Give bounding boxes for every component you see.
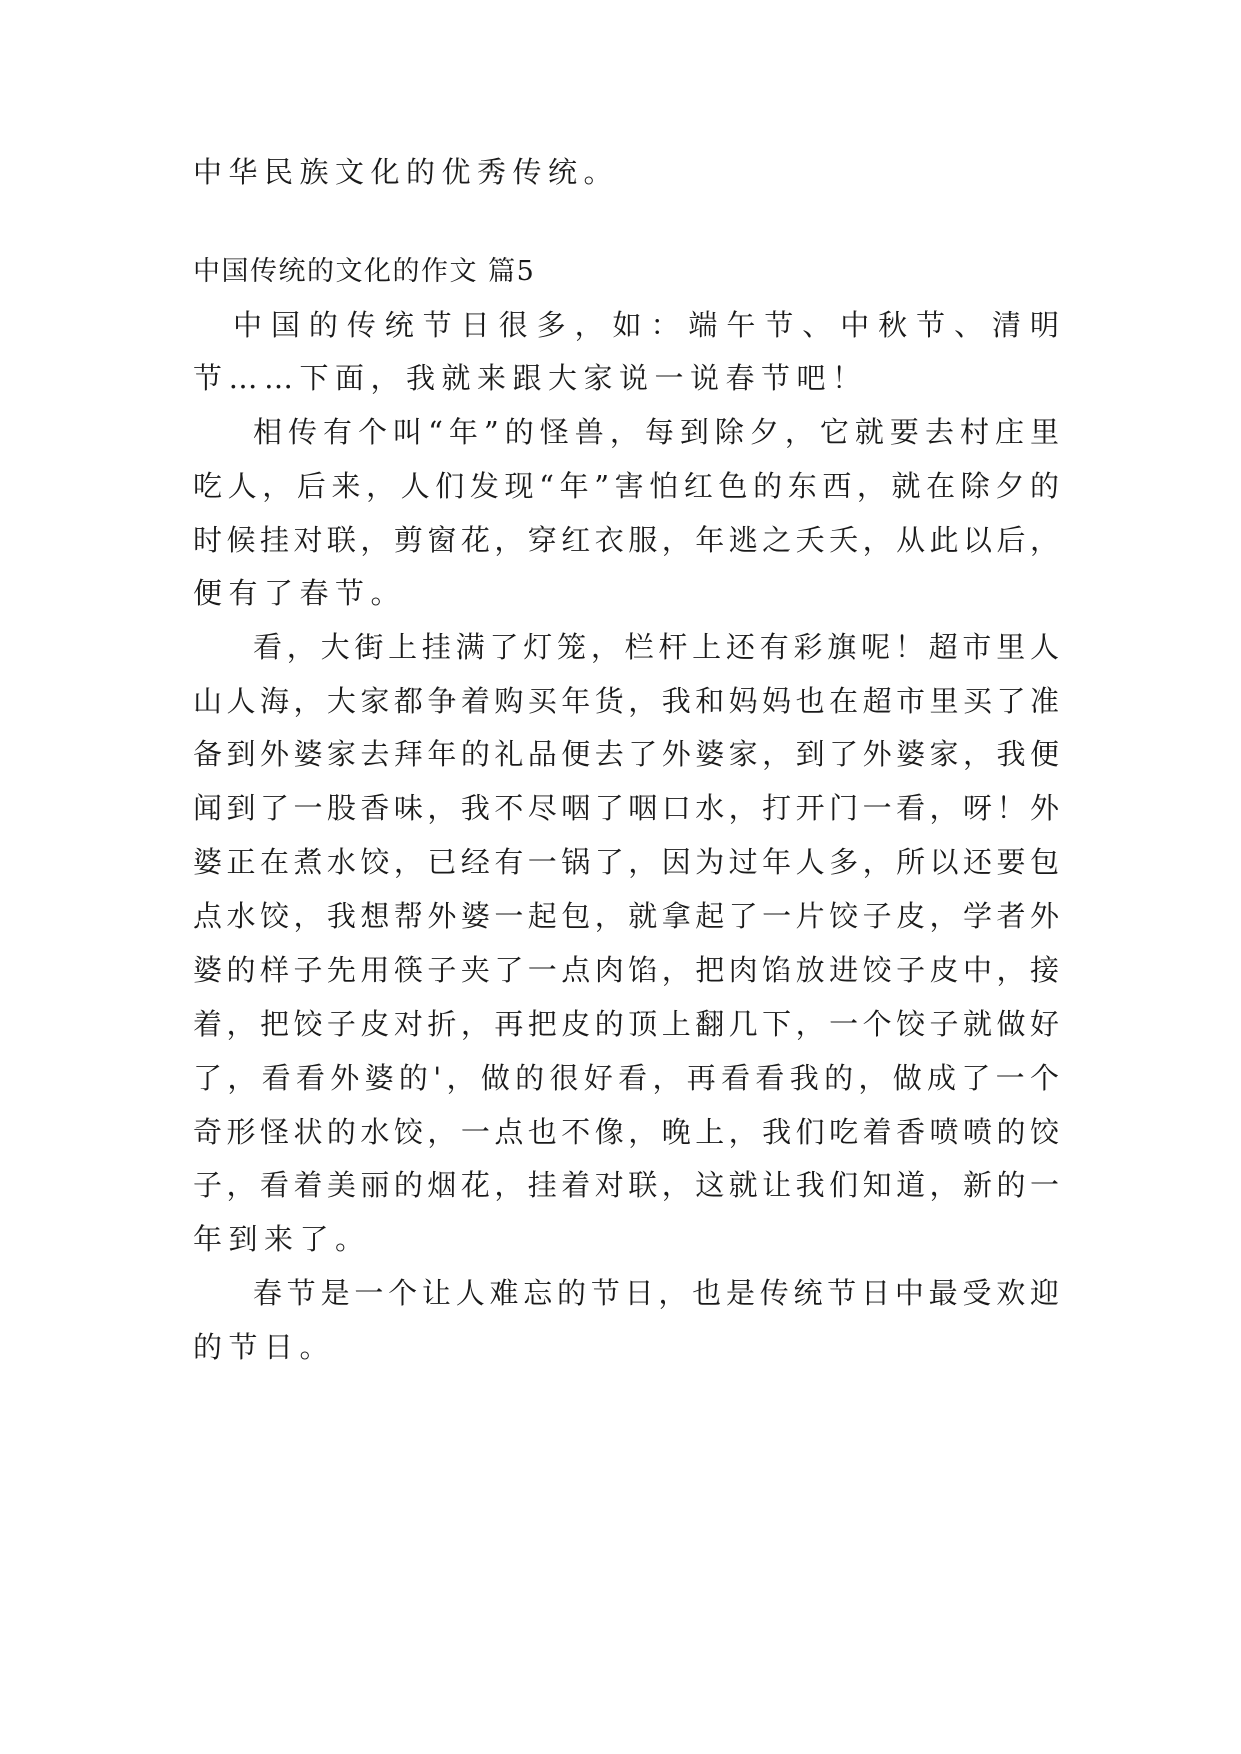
text-line: 点水饺，我想帮外婆一起包，就拿起了一片饺子皮，学者外 xyxy=(193,899,1059,933)
text-line: 相传有个叫“年”的怪兽，每到除夕，它就要去村庄里 xyxy=(253,415,1059,449)
text-line: 的节日。 xyxy=(193,1330,336,1364)
section-heading: 中国传统的文化的作文 篇5 xyxy=(193,256,536,287)
document-page xyxy=(193,0,1059,1754)
text-line: 山人海，大家都争着购买年货，我和妈妈也在超市里买了准 xyxy=(193,684,1059,718)
text-line: 年到来了。 xyxy=(193,1222,371,1256)
text-line: 吃人，后来，人们发现“年”害怕红色的东西，就在除夕的 xyxy=(193,469,1059,503)
text-line: 看，大街上挂满了灯笼，栏杆上还有彩旗呢！超市里人 xyxy=(253,630,1059,664)
text-line: 春节是一个让人难忘的节日，也是传统节日中最受欢迎 xyxy=(253,1276,1059,1310)
text-line: 奇形怪状的水饺，一点也不像，晚上，我们吃着香喷喷的饺 xyxy=(193,1115,1059,1149)
text-line: 中国的传统节日很多，如：端午节、中秋节、清明 xyxy=(233,308,1059,342)
text-line: 着，把饺子皮对折，再把皮的顶上翻几下，一个饺子就做好 xyxy=(193,1007,1059,1041)
text-line: 婆正在煮水饺，已经有一锅了，因为过年人多，所以还要包 xyxy=(193,845,1059,879)
text-line: 子，看着美丽的烟花，挂着对联，这就让我们知道，新的一 xyxy=(193,1168,1059,1202)
text-line: 婆的样子先用筷子夹了一点肉馅，把肉馅放进饺子皮中，接 xyxy=(193,953,1059,987)
text-line: 中华民族文化的优秀传统。 xyxy=(193,155,620,189)
text-line: 时候挂对联，剪窗花，穿红衣服，年逃之夭夭，从此以后， xyxy=(193,523,1059,557)
text-line: 了，看看外婆的'，做的很好看，再看看我的，做成了一个 xyxy=(193,1061,1059,1095)
text-line: 闻到了一股香味，我不尽咽了咽口水，打开门一看，呀！外 xyxy=(193,791,1059,825)
text-line: 节……下面，我就来跟大家说一说春节吧！ xyxy=(193,361,868,395)
text-line: 便有了春节。 xyxy=(193,576,407,610)
text-line: 备到外婆家去拜年的礼品便去了外婆家，到了外婆家，我便 xyxy=(193,737,1059,771)
